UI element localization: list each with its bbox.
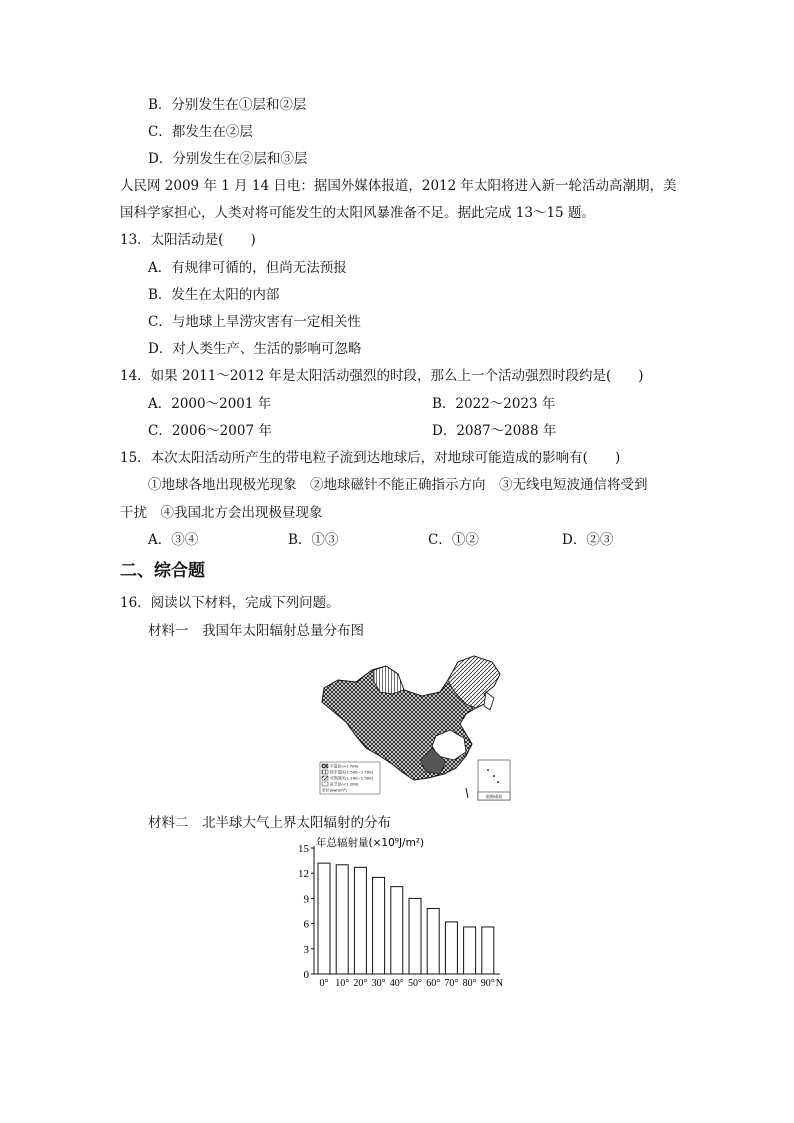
china-solar-radiation-map [316, 652, 516, 804]
passage-line-1: 人民网 2009 年 1 月 14 日电：据国外媒体报道，2012 年太阳将进入新一轮活动高潮期，美 [120, 178, 677, 194]
q14-option-d: D．2087～2088 年 [432, 423, 557, 439]
x-tick-label: 90° [480, 978, 495, 989]
x-tick-label: 10° [335, 978, 350, 989]
radiation-bar-chart [290, 836, 530, 992]
q14-option-b: B．2022～2023 年 [432, 396, 556, 412]
bar [318, 863, 330, 974]
y-tick-label: 3 [303, 943, 309, 956]
map-legend [320, 762, 380, 794]
legend-label-2: 较丰富区(1 500~1 700) [330, 769, 374, 775]
q15-items-line-1: ①地球各地出现极光现象 ②地球磁针不能正确指示方向 ③无线电短波通信将受到 [148, 477, 648, 493]
bar [482, 927, 494, 974]
q15-stem: 15．本次太阳活动所产生的带电粒子流到达地球后，对地球可能造成的影响有( ) [120, 450, 621, 466]
x-axis-suffix: N [495, 978, 504, 989]
inset-label: 南海诸岛 [485, 794, 503, 799]
q15-option-b: B．①③ [288, 532, 339, 548]
x-tick-label: 40° [389, 978, 404, 989]
y-tick-label: 12 [298, 868, 309, 881]
x-tick-label: 50° [408, 978, 422, 989]
legend-label-3: 可利用区(1 200~1 500) [330, 775, 374, 781]
q13-option-b: B．发生在太阳的内部 [148, 287, 280, 303]
x-tick-label: 70° [444, 978, 459, 989]
q15-option-a: A．③④ [148, 532, 199, 548]
q12-option-b: B．分别发生在①层和②层 [148, 97, 307, 113]
y-tick-label: 9 [303, 893, 309, 906]
x-tick-label: 80° [462, 978, 477, 989]
chart-bars [318, 863, 494, 974]
q15-option-c: C．①② [428, 532, 479, 548]
material-2-caption: 材料二 北半球大气上界太阳辐射的分布 [148, 815, 391, 831]
y-tick-label: 6 [303, 918, 309, 931]
q14-option-c: C．2006～2007 年 [148, 423, 272, 439]
legend-label-1: 丰富区(>1 700) [330, 763, 359, 769]
x-tick-label: 0° [319, 978, 329, 989]
bar [409, 898, 421, 974]
x-tick-label: 30° [371, 978, 386, 989]
q16-stem: 16．阅读以下材料，完成下列问题。 [120, 595, 340, 611]
y-axis-title: 年总辐射量(×10⁹J/m²) [316, 837, 425, 849]
y-tick-label: 15 [298, 843, 309, 855]
bar [445, 922, 457, 974]
q12-option-d: D．分别发生在②层和③层 [148, 151, 308, 167]
q13-option-c: C．与地球上旱涝灾害有一定相关性 [148, 314, 361, 330]
q13-option-a: A．有规律可循的，但尚无法预报 [148, 260, 347, 276]
legend-unit: 单位(kwh/m²) [322, 787, 347, 793]
bar [391, 887, 403, 974]
china-outline [322, 656, 500, 780]
q14-option-a: A．2000～2001 年 [148, 396, 272, 412]
section-2-heading: 二、综合题 [120, 561, 205, 581]
q15-option-d: D．②③ [562, 532, 614, 548]
bar [354, 867, 366, 974]
y-tick-label: 0 [303, 969, 309, 981]
q13-option-d: D．对人类生产、生活的影响可忽略 [148, 341, 362, 357]
x-tick-label: 60° [426, 978, 441, 989]
bar [373, 877, 385, 974]
q12-option-c: C．都发生在②层 [148, 124, 253, 140]
bar [464, 927, 476, 974]
x-tick-label: 20° [353, 978, 368, 989]
bar [336, 865, 348, 974]
south-china-sea-inset [478, 760, 510, 800]
q14-stem: 14．如果 2011～2012 年是太阳活动强烈的时段，那么上一个活动强烈时段约是( ) [120, 368, 644, 384]
legend-label-4: 贫乏区(<1 200) [330, 781, 359, 787]
q13-stem: 13．太阳活动是( ) [120, 232, 256, 248]
material-1-caption: 材料一 我国年太阳辐射总量分布图 [148, 623, 364, 639]
bar [427, 908, 439, 974]
passage-line-2: 国科学家担心，人类对将可能发生的太阳风暴准备不足。据此完成 13～15 题。 [120, 205, 595, 221]
q15-items-line-2: 干扰 ④我国北方会出现极昼现象 [120, 505, 323, 521]
